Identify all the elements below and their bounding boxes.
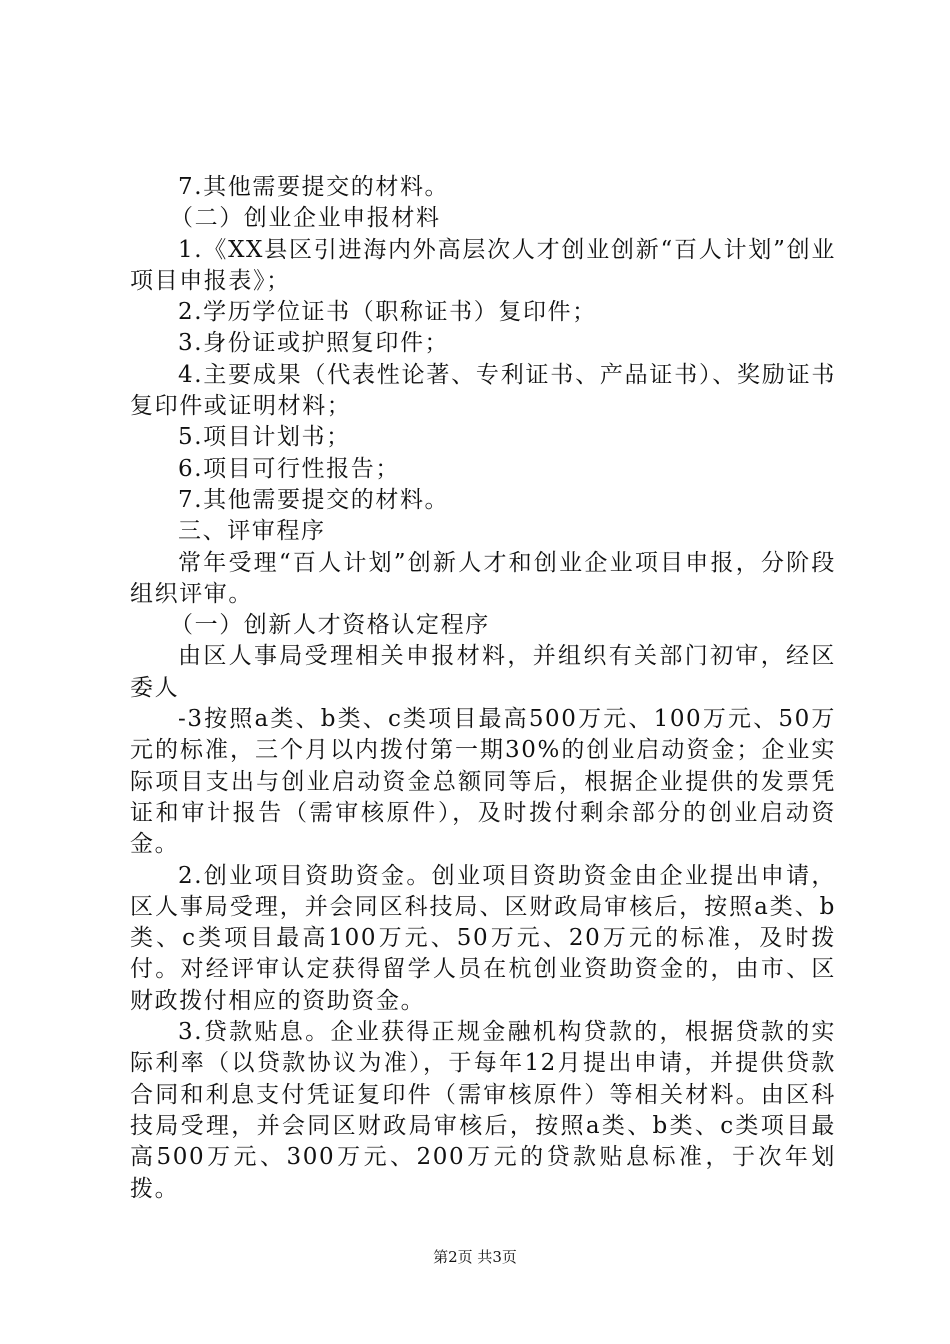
paragraph-personnel-bureau: 由区人事局受理相关申报材料，并组织有关部门初审，经区委人 <box>130 643 836 701</box>
paragraph-startup-funds: -3按照a类、b类、c类项目最高500万元、100万元、50万元的标准，三个月以内拨付第一期30%的创业启动资金；企业实际项目支出与创业启动资金总额同等后，根据企业提供的发票凭证和审计报告（需审核原件），及时拨付剩余部分的创业启动资金。 <box>130 706 836 858</box>
paragraph-item-7-other-materials-2: 7.其他需要提交的材料。 <box>178 486 450 513</box>
paragraph-item-2-diploma: 2.学历学位证书（职称证书）复印件； <box>178 299 597 326</box>
section-heading-review-procedure: 三、评审程序 <box>178 518 326 545</box>
paragraph-loan-subsidy: 3.贷款贴息。企业获得正规金融机构贷款的，根据贷款的实际利率（以贷款协议为准），于每年12月提出申请，并提供贷款合同和利息支付凭证复印件（需审核原件）等相关材料。由区科技局受理，并会同区财政局审核后，按照a类、b类、c类项目最高500万元、300万元、200万元的贷款贴息标准，于次年划拨。 <box>130 1019 836 1202</box>
paragraph-item-4-achievements: 4.主要成果（代表性论著、专利证书、产品证书）、奖励证书复印件或证明材料； <box>130 361 836 420</box>
section-heading-startup-materials: （二）创业企业申报材料 <box>170 205 441 232</box>
page-footer: 第2页 共3页 <box>433 1248 517 1266</box>
paragraph-item-7-other-materials: 7.其他需要提交的材料。 <box>178 174 450 200</box>
paragraph-item-1-application-form: 1.《XX县区引进海内外高层次人才创业创新“百人计划”创业项目申报表》； <box>130 236 836 294</box>
section-heading-talent-qualification: （一）创新人才资格认定程序 <box>170 612 490 639</box>
paragraph-item-6-feasibility: 6.项目可行性报告； <box>178 455 400 482</box>
paragraph-year-round-acceptance: 常年受理“百人计划”创新人才和创业企业项目申报，分阶段组织评审。 <box>130 549 836 607</box>
paragraph-project-funding: 2.创业项目资助资金。创业项目资助资金由企业提出申请，区人事局受理，并会同区科技局、区财政局审核后，按照a类、b类、c类项目最高100万元、50万元、20万元的标准，及时拨付。对经评审认定获得留学人员在杭创业资助资金的，由市、区财政拨付相应的资助资金。 <box>130 862 836 1014</box>
document-body <box>130 172 836 1205</box>
paragraph-item-3-id-passport: 3.身份证或护照复印件； <box>178 330 450 357</box>
paragraph-item-5-project-plan: 5.项目计划书； <box>178 424 351 451</box>
